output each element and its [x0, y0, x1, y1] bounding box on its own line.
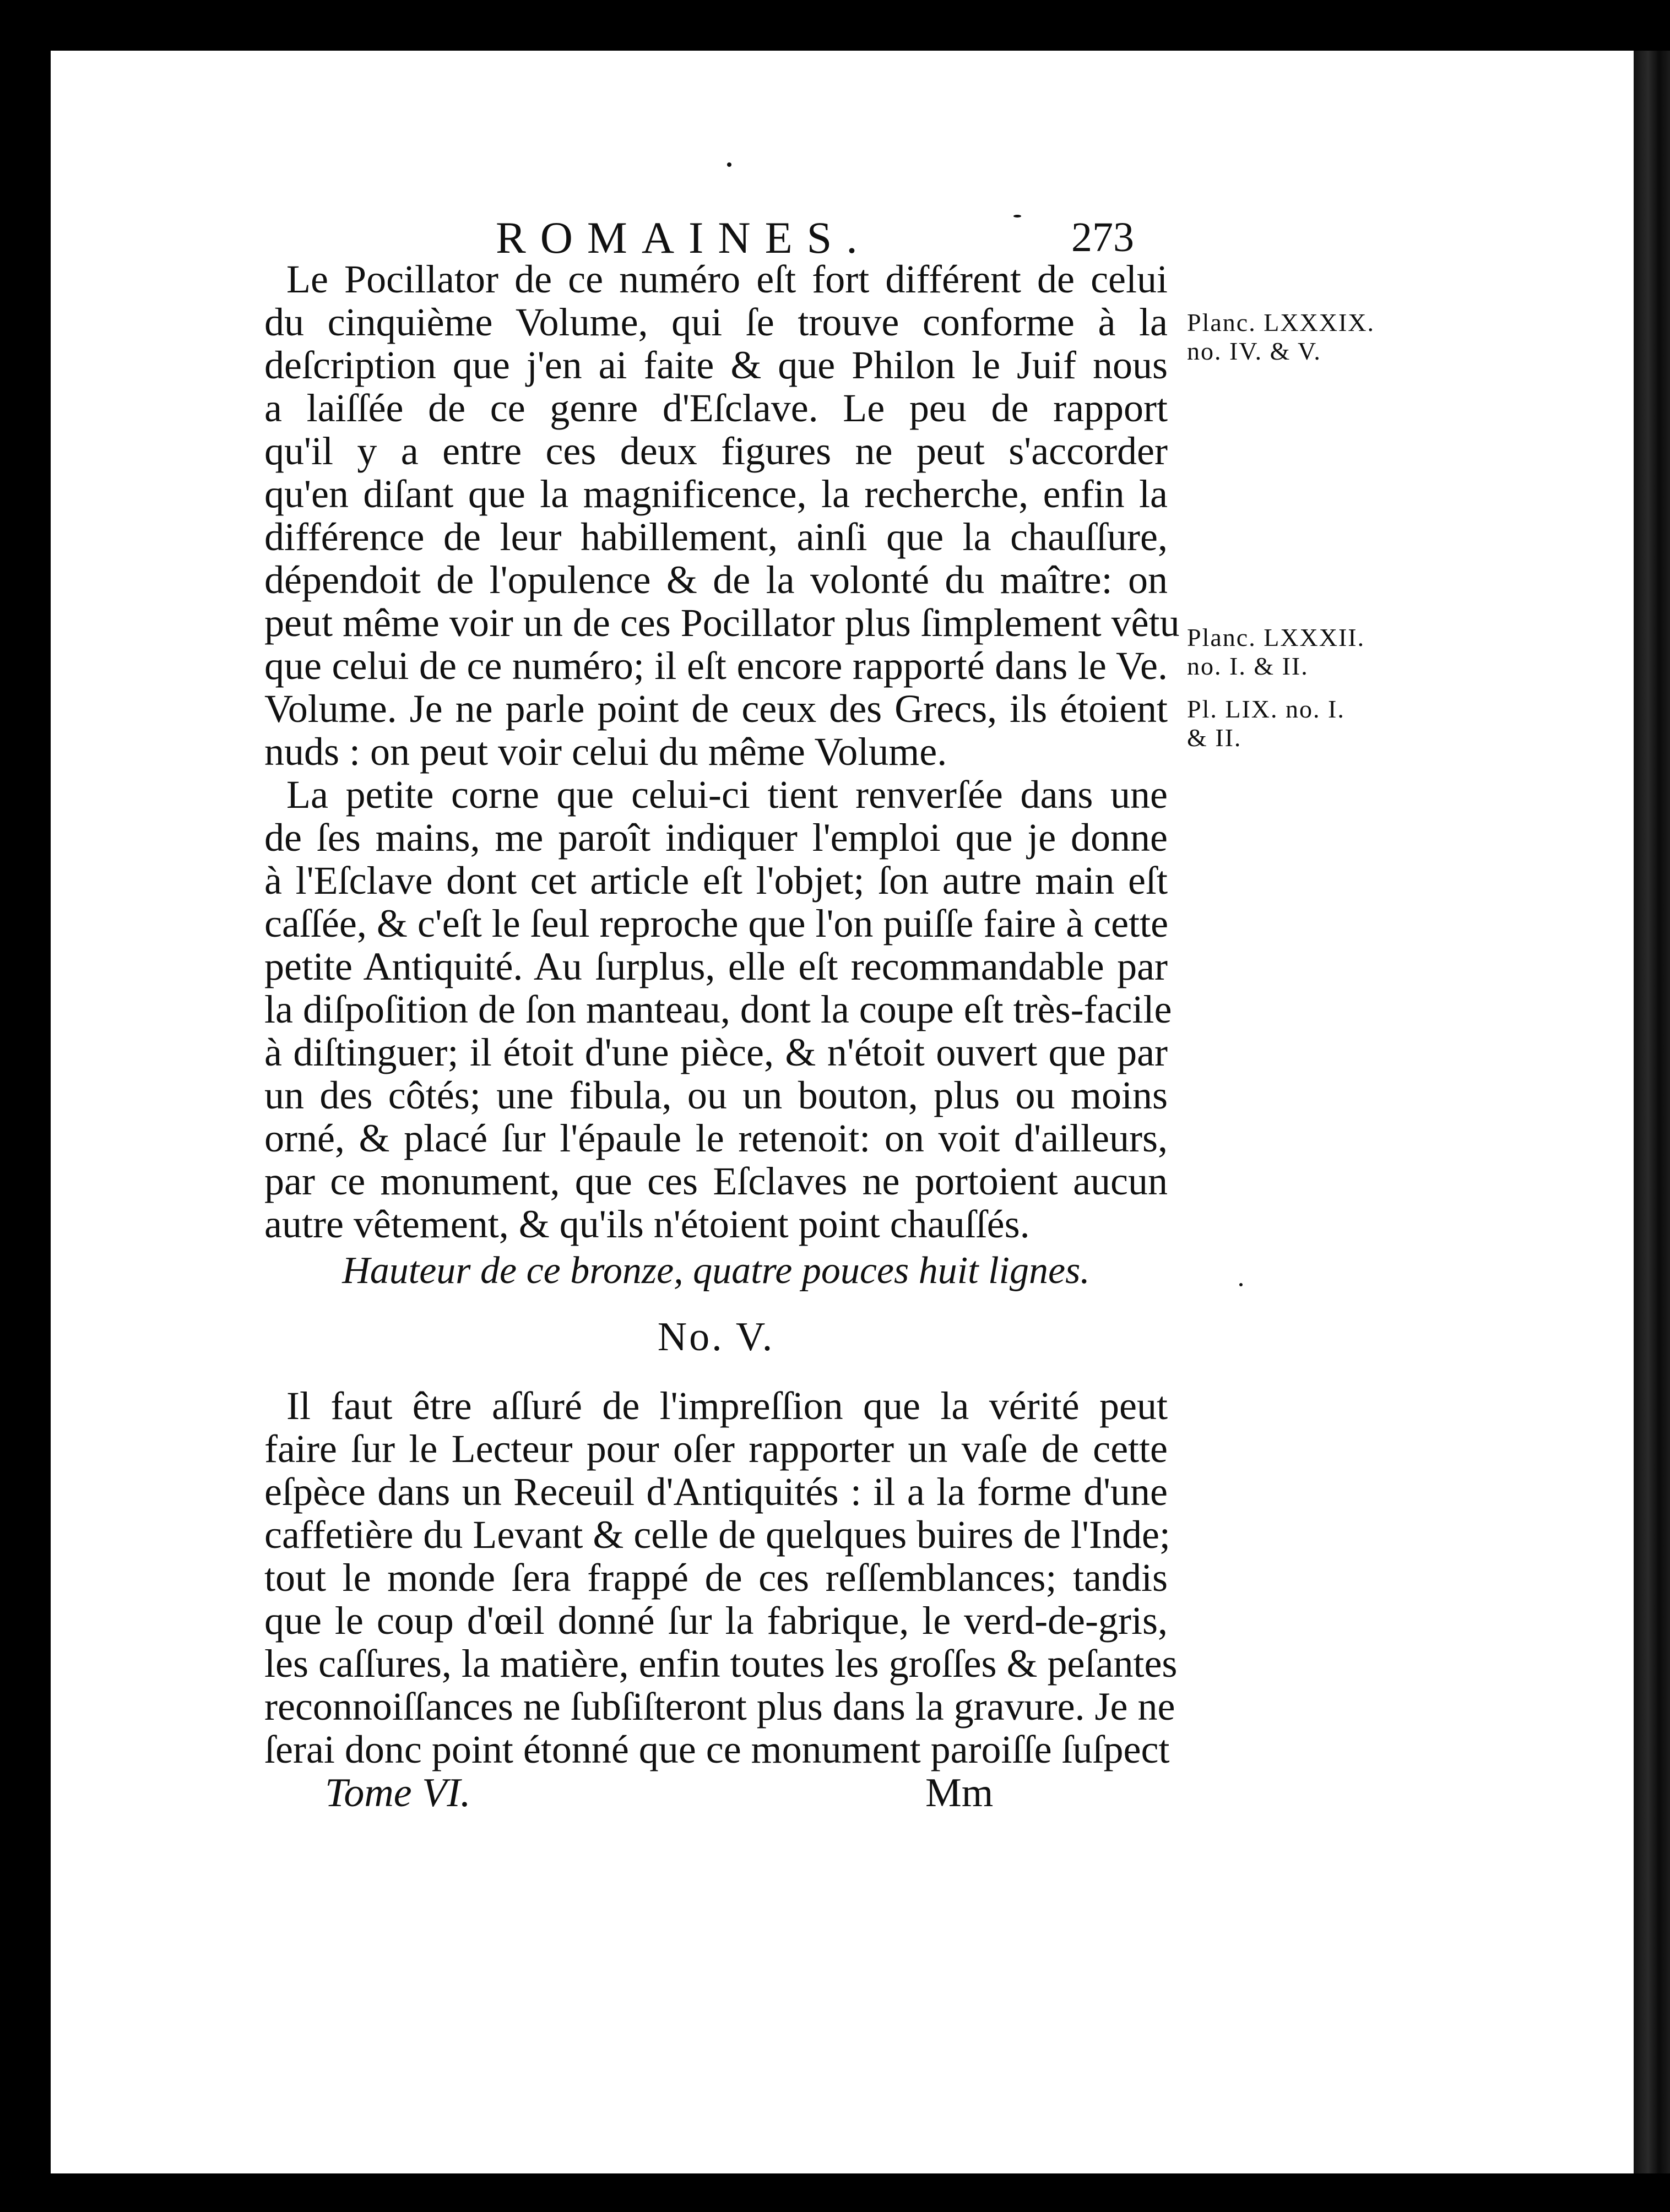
text-line: caſſée, & c'eſt le ſeul reproche que l'on puiſſe faire à cette: [264, 901, 1169, 945]
text-line: peut même voir un de ces Pocillator plus ſimplement vêtu: [264, 601, 1180, 645]
text-line: la diſpoſition de ſon manteau, dont la coupe eſt très-facile: [264, 987, 1172, 1031]
footer-volume: Tome VI.: [325, 1770, 471, 1816]
text-line: caffetière du Levant & celle de quelques buires de l'Inde;: [264, 1513, 1170, 1557]
running-head: ROMAINES.: [496, 213, 872, 263]
text-line: orné, & placé ſur l'épaule le retenoit: on voit d'ailleurs,: [264, 1116, 1168, 1160]
text-line: petite Antiquité. Au ſurplus, elle eſt recommandable par: [264, 944, 1168, 988]
text-line: à l'Eſclave dont cet article eſt l'objet; ſon autre main eſt: [264, 858, 1168, 903]
text-line: tout le monde ſera frappé de ces reſſemblances; tandis: [264, 1556, 1168, 1600]
marginal-note: Planc. LXXXIX. no. IV. & V.: [1187, 308, 1375, 365]
text-line: eſpèce dans un Receuil d'Antiquités : il a la forme d'une: [264, 1470, 1168, 1514]
text-line: qu'en diſant que la magnificence, la recherche, enfin la: [264, 472, 1168, 516]
bottom-border: [0, 2173, 1670, 2212]
text-line: que le coup d'œil donné ſur la fabrique, le verd-de-gris,: [264, 1599, 1168, 1643]
text-line: faire ſur le Lecteur pour oſer rapporter un vaſe de cette: [264, 1427, 1168, 1471]
text-line: a laiſſée de ce genre d'Eſclave. Le peu de rapport: [264, 386, 1168, 430]
text-line: autre vêtement, & qu'ils n'étoient point chauſſés.: [264, 1202, 1030, 1246]
ink-speck: [1013, 215, 1021, 218]
text-line: reconnoiſſances ne ſubſiſteront plus dans la gravure. Je ne: [264, 1684, 1175, 1729]
text-line: dépendoit de l'opulence & de la volonté du maître: on: [264, 558, 1168, 602]
text-line: un des côtés; une fibula, ou un bouton, plus ou moins: [264, 1073, 1168, 1117]
text-line: que celui de ce numéro; il eſt encore rapporté dans le Ve.: [264, 644, 1168, 688]
text-line: Volume. Je ne parle point de ceux des Grecs, ils étoient: [264, 687, 1168, 731]
caption: Hauteur de ce bronze, quatre pouces huit lignes.: [342, 1249, 1090, 1292]
text-line: qu'il y a entre ces deux figures ne peut s'accorder: [264, 429, 1168, 473]
text-line: Il faut être aſſuré de l'impreſſion que la vérité peut: [286, 1384, 1168, 1428]
text-line: nuds : on peut voir celui du même Volume.: [264, 730, 947, 774]
text-line: deſcription que j'en ai faite & que Philon le Juif nous: [264, 343, 1168, 387]
text-line: différence de leur habillement, ainſi que la chauſſure,: [264, 515, 1168, 559]
text-line: La petite corne que celui-ci tient renverſée dans une: [286, 773, 1168, 817]
text-line: par ce monument, que ces Eſclaves ne portoient aucun: [264, 1159, 1168, 1203]
page-number: 273: [1071, 214, 1134, 260]
text-line: à diſtinguer; il étoit d'une pièce, & n'étoit ouvert que par: [264, 1030, 1168, 1074]
marginal-note: Pl. LIX. no. I. & II.: [1187, 695, 1345, 752]
text-line: du cinquième Volume, qui ſe trouve conforme à la: [264, 300, 1168, 344]
ink-speck: [727, 162, 731, 167]
section-heading: No. V.: [657, 1314, 775, 1360]
ink-speck: [1239, 1283, 1243, 1286]
text-line: Le Pocillator de ce numéro eſt fort différent de celui: [286, 257, 1168, 301]
marginal-note: Planc. LXXXII. no. I. & II.: [1187, 623, 1365, 680]
text-line: les caſſures, la matière, enfin toutes les groſſes & peſantes: [264, 1642, 1178, 1686]
footer-signature: Mm: [925, 1770, 994, 1816]
text-line: de ſes mains, me paroît indiquer l'emploi que je donne: [264, 816, 1168, 860]
text-line: ſerai donc point étonné que ce monument paroiſſe ſuſpect: [264, 1727, 1170, 1771]
